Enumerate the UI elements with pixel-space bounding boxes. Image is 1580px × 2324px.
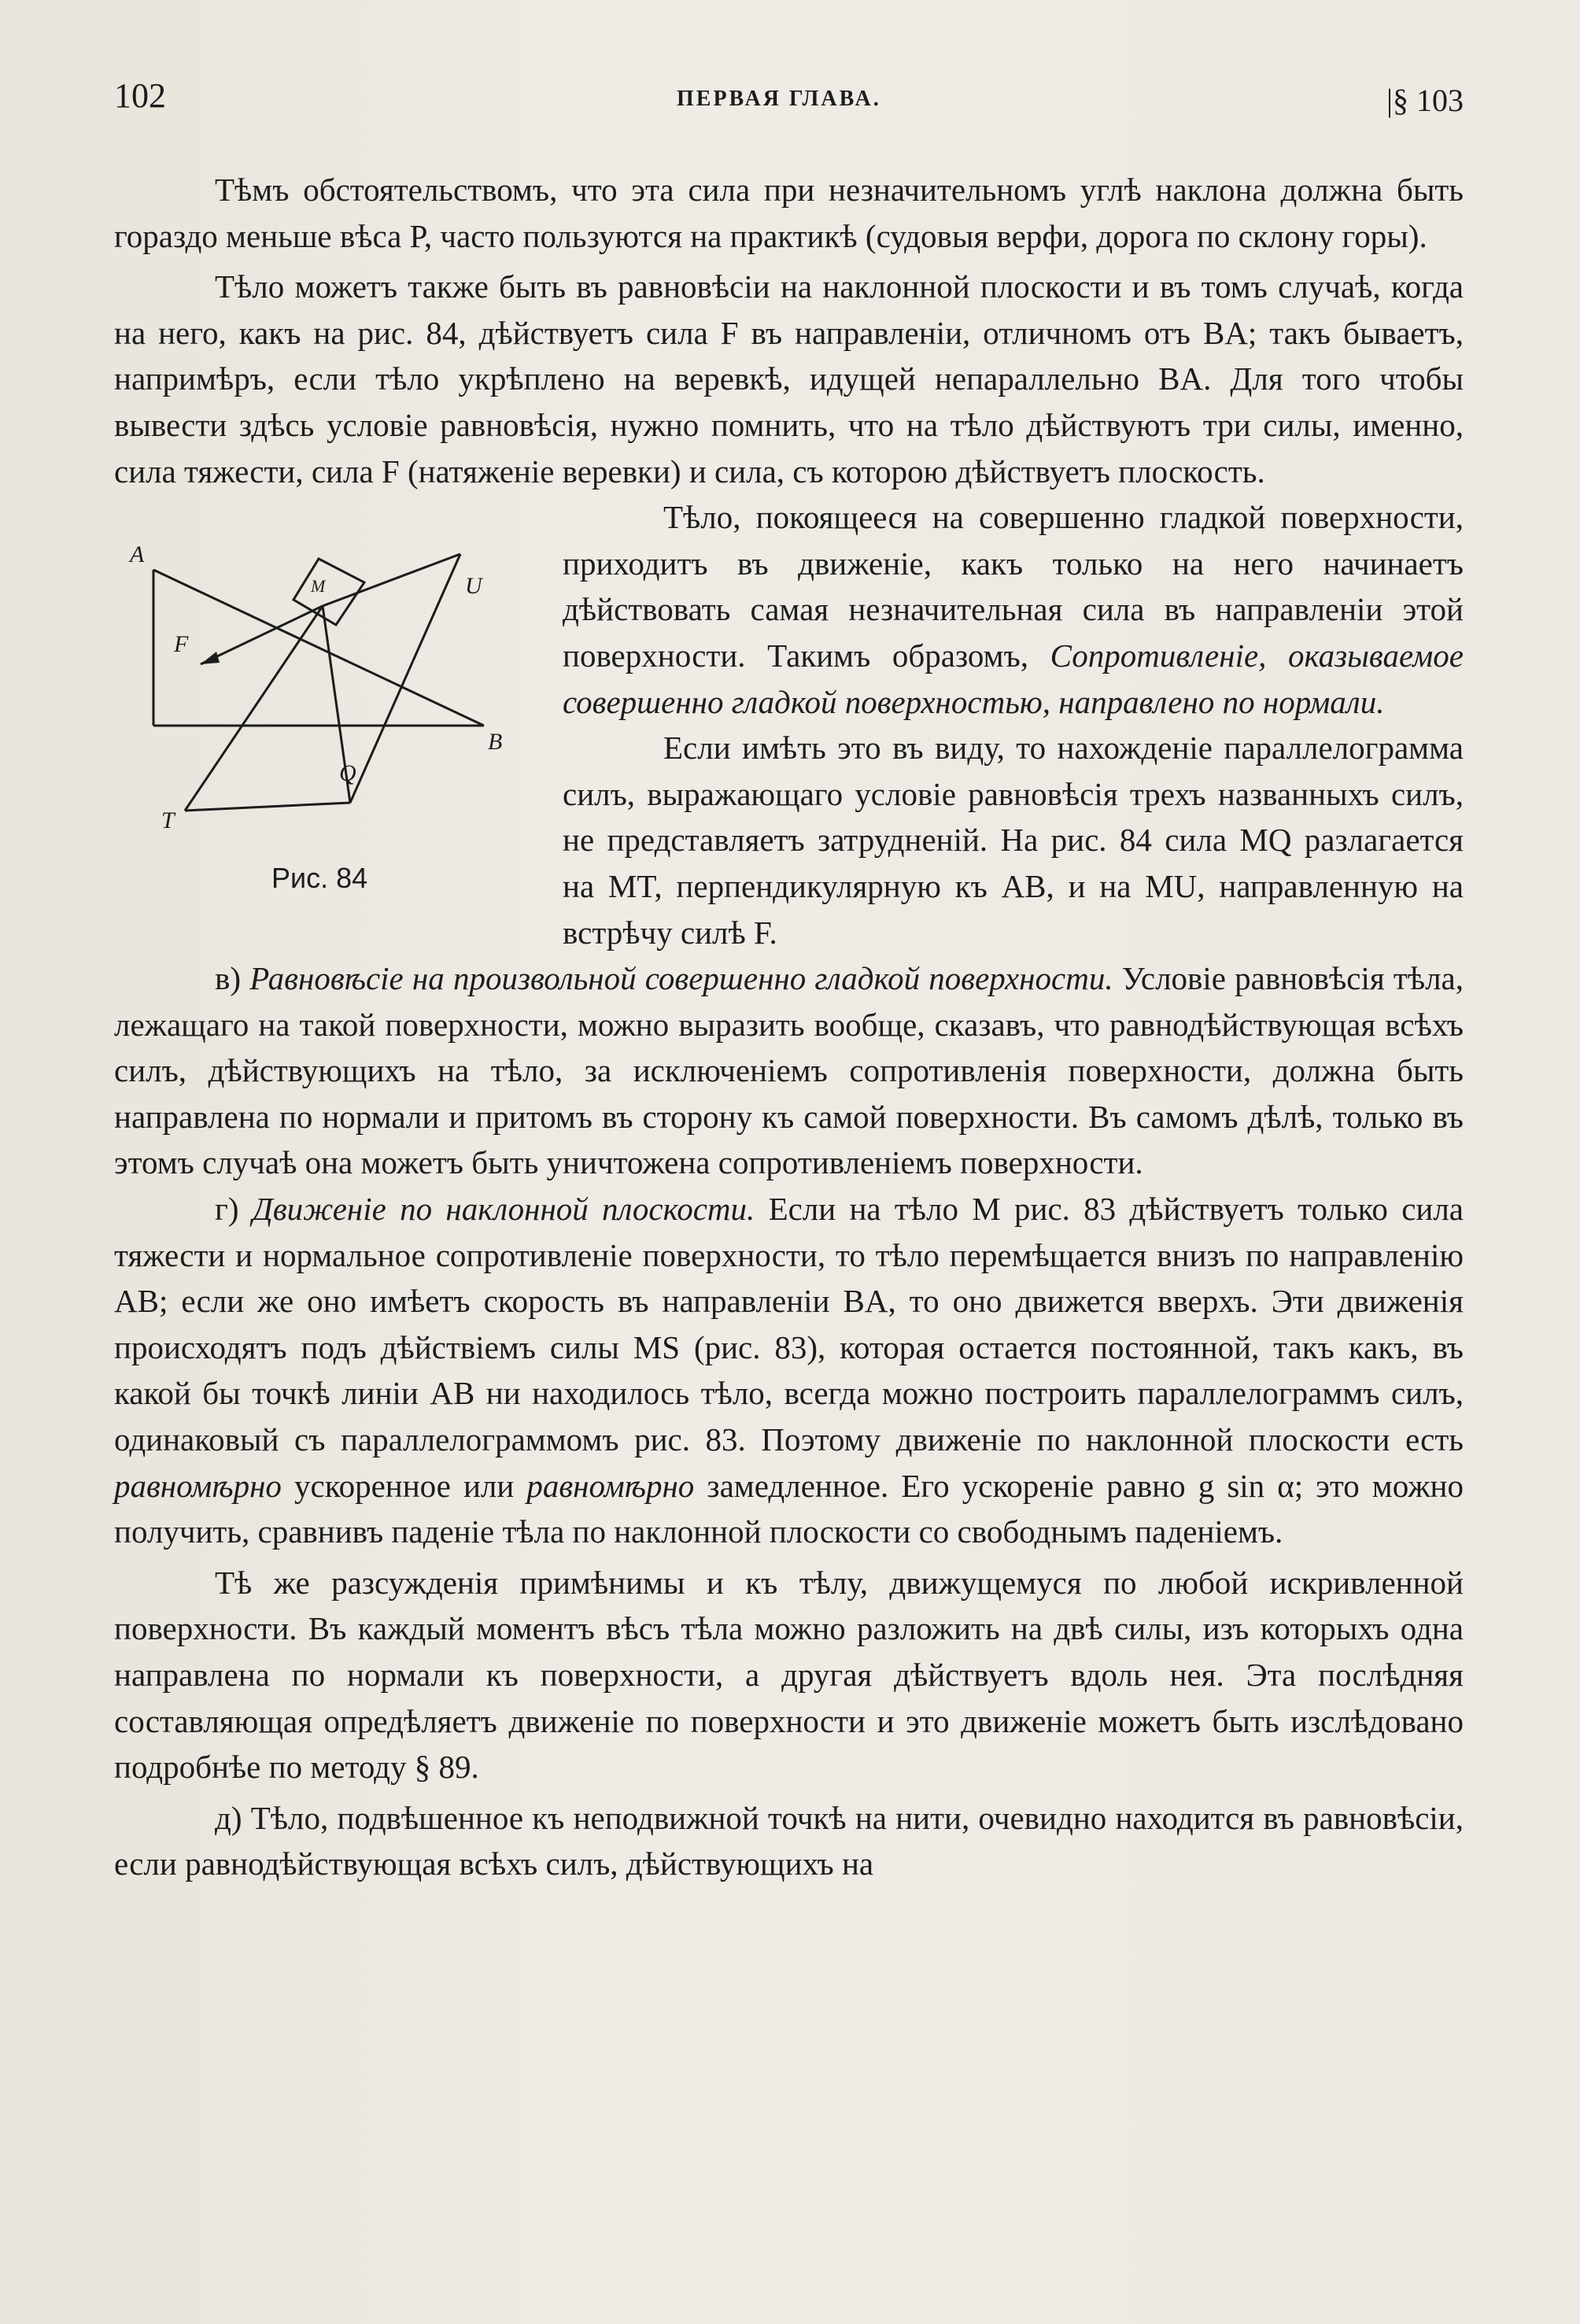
inclined-plane-diagram [114, 497, 531, 852]
line-mt [185, 606, 323, 811]
paragraph-5-label: в) [215, 960, 242, 997]
page-header [114, 76, 1464, 131]
label-b: B [488, 729, 503, 756]
label-m: M [311, 576, 326, 597]
paragraph-8: д) Тѣло, подвѣшенное къ неподвижной точкѣ на нити, очевидно находится въ равновѣсіи, если равнодѣйствующая всѣхъ силъ, дѣйствующихъ на [114, 1799, 1464, 1882]
force-f-arrowhead [201, 652, 220, 664]
paragraph-5 [114, 955, 1464, 1186]
figure-84 [114, 497, 531, 934]
line-uq [350, 554, 460, 803]
paragraph-4: Если имѣть это въ виду, то нахожденіе параллелограмма силъ, выражающаго условіе равновѣсія трехъ названныхъ силъ, не представляетъ затрудненій. На рис. 84 сила MQ разлагается на MT, перпендикулярную къ AB, и на MU, направленную на встрѣчу силѣ F. [563, 730, 1464, 951]
paragraph-7: Тѣ же разсужденія примѣнимы и къ тѣлу, движущемуся по любой искривленной поверхности. Въ каждый моментъ вѣсъ тѣла можно разложить на двѣ силы, изъ которыхъ одна направлена по нормали къ поверхности, а другая дѣйствуетъ вдоль нея. Эта послѣдняя составляющая опредѣляетъ движеніе по поверхности и это движеніе можетъ быть изслѣдовано подробнѣе по методу § 89. [114, 1564, 1464, 1786]
body-text [114, 167, 1464, 1887]
paragraph-6-italic-2: равномѣрно [114, 1467, 282, 1504]
label-f: F [174, 631, 189, 658]
paragraph-6-italic-3: равномѣрно [526, 1467, 695, 1504]
paragraph-1: Тѣмъ обстоятельствомъ, что эта сила при незначительномъ углѣ наклона должна быть гораздо меньше вѣса P, часто пользуются на практикѣ (судовыя верфи, дорога по склону горы). [114, 172, 1464, 254]
label-u: U [465, 573, 482, 600]
page-number: 102 [114, 76, 166, 115]
paragraph-6-text-a: Если на тѣло M рис. 83 дѣйствуетъ только сила тяжести и нормальное сопротивленіе поверхности, то тѣло перемѣщается внизъ по направленію AB; если же оно имѣетъ скорость въ направленіи BA, то оно движется вверхъ. Эти движенія происходятъ подъ дѣйствіемъ силы MS (рис. 83), которая остается постоянной, такъ какъ, въ какой бы точкѣ линіи AB ни находилось тѣло, всегда можно построить параллелограммъ силъ, одинаковый съ параллелограммомъ рис. 83. Поэтому движеніе по наклонной плоскости есть [114, 1191, 1464, 1458]
paragraph-6-label: г) [215, 1191, 239, 1228]
paragraph-6-italic: Движеніе по наклонной плоскости. [252, 1191, 755, 1228]
paragraph-3-text: Тѣло, покоящееся на совершенно гладкой поверхности, приходитъ въ движеніе, какъ только на него начинаетъ дѣйствовать самая незначительная сила въ направленіи этой поверхности. Такимъ образомъ, [563, 499, 1464, 674]
section-number: |§ 103 [1386, 83, 1464, 118]
label-q: Q [339, 760, 356, 787]
paragraph-6-text-b: замедленное. Его ускореніе равно g sin α; это можно получить, сравнивъ паденіе тѣла по наклонной плоскости со свободнымъ паденіемъ. [114, 1467, 1464, 1550]
paragraph-5-italic: Равновѣсіе на произвольной совершенно гладкой поверхности. [249, 960, 1113, 997]
label-t: T [161, 807, 175, 834]
line-tq [185, 803, 350, 811]
paragraph-5-text: Условіе равновѣсія тѣла, лежащаго на такой поверхности, можно выразить вообще, сказавъ, что равнодѣйствующая всѣхъ силъ, дѣйствующихъ на тѣло, за исключеніемъ сопротивленія поверхности, должна быть направлена по нормали и притомъ въ сторону къ самой поверхности. Въ самомъ дѣлѣ, только въ этомъ случаѣ она можетъ быть уничтожена сопротивленіемъ поверхности. [114, 960, 1464, 1181]
figure-caption: Рис. 84 [271, 862, 368, 895]
paragraph-6 [114, 1186, 1464, 1555]
paragraph-3-italic: Сопротивленіе, оказываемое совершенно гладкой поверхностью, направлено по нормали. [563, 637, 1464, 720]
paragraph-6-text-mid: ускоренное или [294, 1467, 515, 1504]
chapter-title: ПЕРВАЯ ГЛАВА. [677, 87, 881, 111]
paragraph-2: Тѣло можетъ также быть въ равновѣсіи на наклонной плоскости и въ томъ случаѣ, когда на него, какъ на рис. 84, дѣйствуетъ сила F въ направленіи, отличномъ отъ BA; такъ бываетъ, напримѣръ, если тѣло укрѣплено на веревкѣ, идущей непараллельно BA. Для того чтобы вывести здѣсь условіе равновѣсія, нужно помнить, что на тѣло дѣйствуютъ три силы, именно, сила тяжести, сила F (натяженіе веревки) и сила, съ которою дѣйствуетъ плоскость. [114, 268, 1464, 490]
label-a: A [130, 541, 145, 568]
